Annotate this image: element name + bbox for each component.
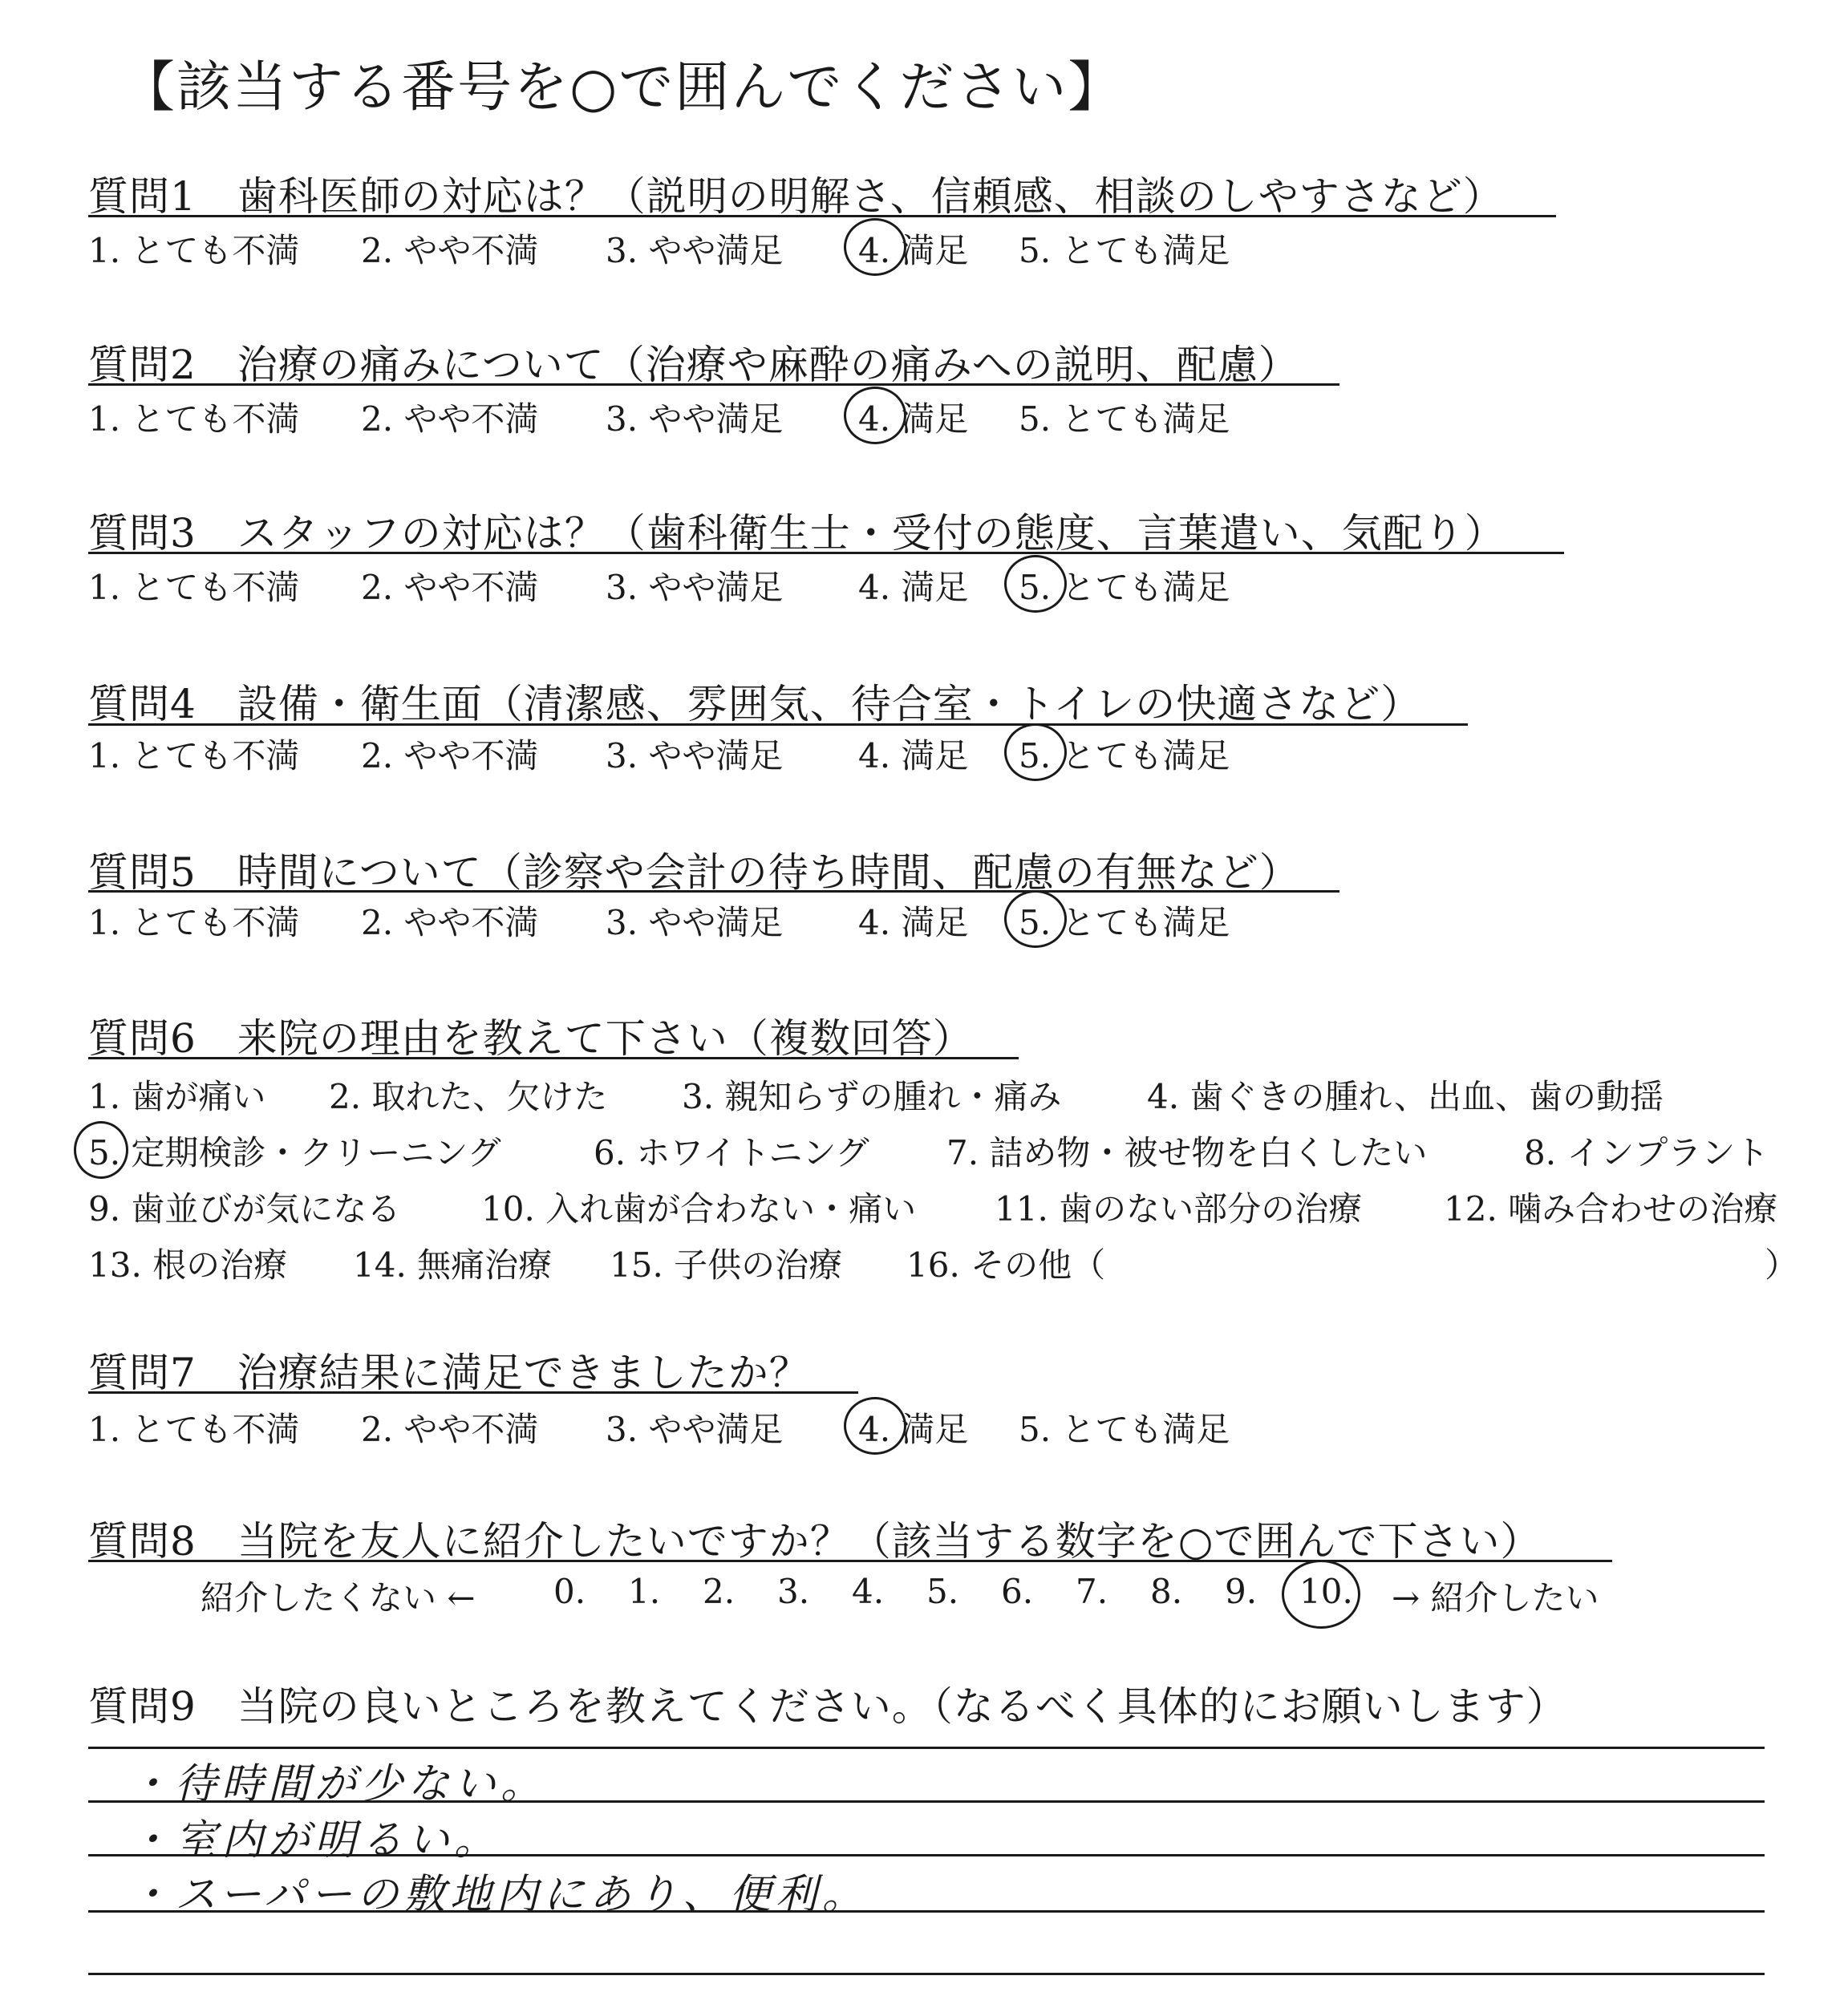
q7-option-1[interactable]: 1. とても不満 xyxy=(88,1410,300,1449)
q5-option-5[interactable]: 5. とても満足 xyxy=(1019,903,1230,942)
q5-option-1[interactable]: 1. とても不満 xyxy=(88,903,300,942)
reason-option[interactable]: 7. 詰め物・被せ物を白くしたい xyxy=(946,1133,1428,1172)
reason-option[interactable]: 15. 子供の治療 xyxy=(610,1245,843,1285)
ruled-line xyxy=(88,1747,1765,1749)
q4-option-5[interactable]: 5. とても満足 xyxy=(1019,736,1230,775)
question-7-label: 質問7 治療結果に満足できましたか？ xyxy=(88,1350,810,1396)
reason-option[interactable]: 12. 噛み合わせの治療 xyxy=(1444,1189,1778,1229)
nps-option-3[interactable]: 3. xyxy=(777,1572,810,1611)
question-6-label: 質問6 来院の理由を教えて下さい（複数回答） xyxy=(88,1015,974,1062)
reason-option[interactable]: 9. 歯並びが気になる xyxy=(88,1189,401,1229)
q2-option-2[interactable]: 2. やや不満 xyxy=(361,399,539,439)
reason-option[interactable]: 11. 歯のない部分の治療 xyxy=(995,1189,1363,1229)
q1-option-1[interactable]: 1. とても不満 xyxy=(88,231,300,270)
q1-option-3[interactable]: 3. やや満足 xyxy=(606,231,784,270)
handwritten-answer-3: ・スーパーの敷地内にあり、便利。 xyxy=(128,1871,869,1919)
question-8-underline xyxy=(88,1560,1612,1562)
reason-option[interactable]: 13. 根の治療 xyxy=(88,1245,288,1285)
question-6-underline xyxy=(88,1057,1019,1059)
q3-option-5[interactable]: 5. とても満足 xyxy=(1019,568,1230,607)
q3-option-1[interactable]: 1. とても不満 xyxy=(88,568,300,607)
nps-option-7[interactable]: 7. xyxy=(1076,1572,1108,1611)
q2-option-1[interactable]: 1. とても不満 xyxy=(88,399,300,439)
reason-option[interactable]: 3. 親知らずの腫れ・痛み xyxy=(682,1077,1062,1116)
q7-option-2[interactable]: 2. やや不満 xyxy=(361,1410,539,1449)
ruled-line xyxy=(88,1973,1765,1975)
question-1-label: 質問1 歯科医師の対応は？（説明の明解さ、信頼感、相談のしやすさなど） xyxy=(88,173,1504,220)
question-4-label: 質問4 設備・衛生面（清潔感、雰囲気、待合室・トイレの快適さなど） xyxy=(88,681,1422,727)
question-5-label: 質問5 時間について（診察や会計の待ち時間、配慮の有無など） xyxy=(88,849,1300,896)
q3-option-4[interactable]: 4. 満足 xyxy=(858,568,969,607)
nps-option-6[interactable]: 6. xyxy=(1001,1572,1034,1611)
reason-option[interactable]: 4. 歯ぐきの腫れ、出血、歯の動揺 xyxy=(1147,1077,1664,1116)
nps-option-2[interactable]: 2. xyxy=(703,1572,736,1611)
nps-option-1[interactable]: 1. xyxy=(628,1572,661,1611)
question-6-row-3 xyxy=(88,1183,1813,1228)
q5-option-2[interactable]: 2. やや不満 xyxy=(361,903,539,942)
q7-option-3[interactable]: 3. やや満足 xyxy=(606,1410,784,1449)
nps-option-10[interactable]: 10. xyxy=(1299,1572,1353,1611)
q4-option-2[interactable]: 2. やや不満 xyxy=(361,736,539,775)
nps-option-4[interactable]: 4. xyxy=(852,1572,885,1611)
q2-option-4[interactable]: 4. 満足 xyxy=(858,399,969,439)
q4-option-3[interactable]: 3. やや満足 xyxy=(606,736,784,775)
q5-option-4[interactable]: 4. 満足 xyxy=(858,903,969,942)
nps-option-0[interactable]: 0. xyxy=(553,1572,586,1611)
reason-close-paren: ） xyxy=(1765,1245,1799,1285)
nps-option-9[interactable]: 9. xyxy=(1225,1572,1258,1611)
question-4-underline xyxy=(88,723,1468,726)
question-5-underline xyxy=(88,890,1339,893)
question-1-underline xyxy=(88,215,1556,217)
q4-option-1[interactable]: 1. とても不満 xyxy=(88,736,300,775)
q5-option-3[interactable]: 3. やや満足 xyxy=(606,903,784,942)
reason-option[interactable]: 16. その他（ xyxy=(906,1245,1106,1285)
handwritten-answer-2: ・室内が明るい。 xyxy=(128,1816,501,1864)
question-2-label: 質問2 治療の痛みについて（治療や麻酔の痛みへの説明、配慮） xyxy=(88,342,1299,388)
question-9-label: 質問9 当院の良いところを教えてください。（なるべく具体的にお願いします） xyxy=(88,1683,1567,1730)
question-6-row-4 xyxy=(88,1239,1813,1284)
reason-option[interactable]: 6. ホワイトニング xyxy=(594,1133,869,1172)
reason-option[interactable]: 1. 歯が痛い xyxy=(88,1077,266,1116)
q4-option-4[interactable]: 4. 満足 xyxy=(858,736,969,775)
handwritten-answer-1: ・待時間が少ない。 xyxy=(128,1760,548,1808)
q1-option-4[interactable]: 4. 満足 xyxy=(858,231,969,270)
q1-option-5[interactable]: 5. とても満足 xyxy=(1019,231,1230,270)
q3-option-2[interactable]: 2. やや不満 xyxy=(361,568,539,607)
question-3-underline xyxy=(88,552,1564,554)
q1-option-2[interactable]: 2. やや不満 xyxy=(361,231,539,270)
question-6-row-1 xyxy=(88,1071,1773,1115)
question-6-row-2 xyxy=(88,1127,1813,1172)
q7-option-4[interactable]: 4. 満足 xyxy=(858,1410,969,1449)
nps-option-8[interactable]: 8. xyxy=(1150,1572,1183,1611)
q3-option-3[interactable]: 3. やや満足 xyxy=(606,568,784,607)
q2-option-5[interactable]: 5. とても満足 xyxy=(1019,399,1230,439)
q7-option-5[interactable]: 5. とても満足 xyxy=(1019,1410,1230,1449)
nps-right-text: → 紹介したい xyxy=(1392,1578,1599,1617)
nps-left-text: 紹介したくない ← xyxy=(201,1578,476,1617)
reason-option[interactable]: 8. インプラント xyxy=(1524,1133,1769,1172)
page-title: 【該当する番号を○で囲んでください】 xyxy=(120,56,1125,119)
reason-option[interactable]: 14. 無痛治療 xyxy=(353,1245,553,1285)
question-3-label: 質問3 スタッフの対応は？（歯科衛生士・受付の態度、言葉遣い、気配り） xyxy=(88,510,1506,557)
question-2-underline xyxy=(88,383,1339,386)
reason-option[interactable]: 2. 取れた、欠けた xyxy=(329,1077,608,1116)
q2-option-3[interactable]: 3. やや満足 xyxy=(606,399,784,439)
nps-option-5[interactable]: 5. xyxy=(926,1572,959,1611)
question-7-underline xyxy=(88,1391,858,1394)
reason-option[interactable]: 10. 入れ歯が合わない・痛い xyxy=(481,1189,917,1229)
question-8-label: 質問8 当院を友人に紹介したいですか？（該当する数字を○で囲んで下さい） xyxy=(88,1518,1542,1565)
reason-option[interactable]: 5. 定期検診・クリーニング xyxy=(88,1133,501,1172)
